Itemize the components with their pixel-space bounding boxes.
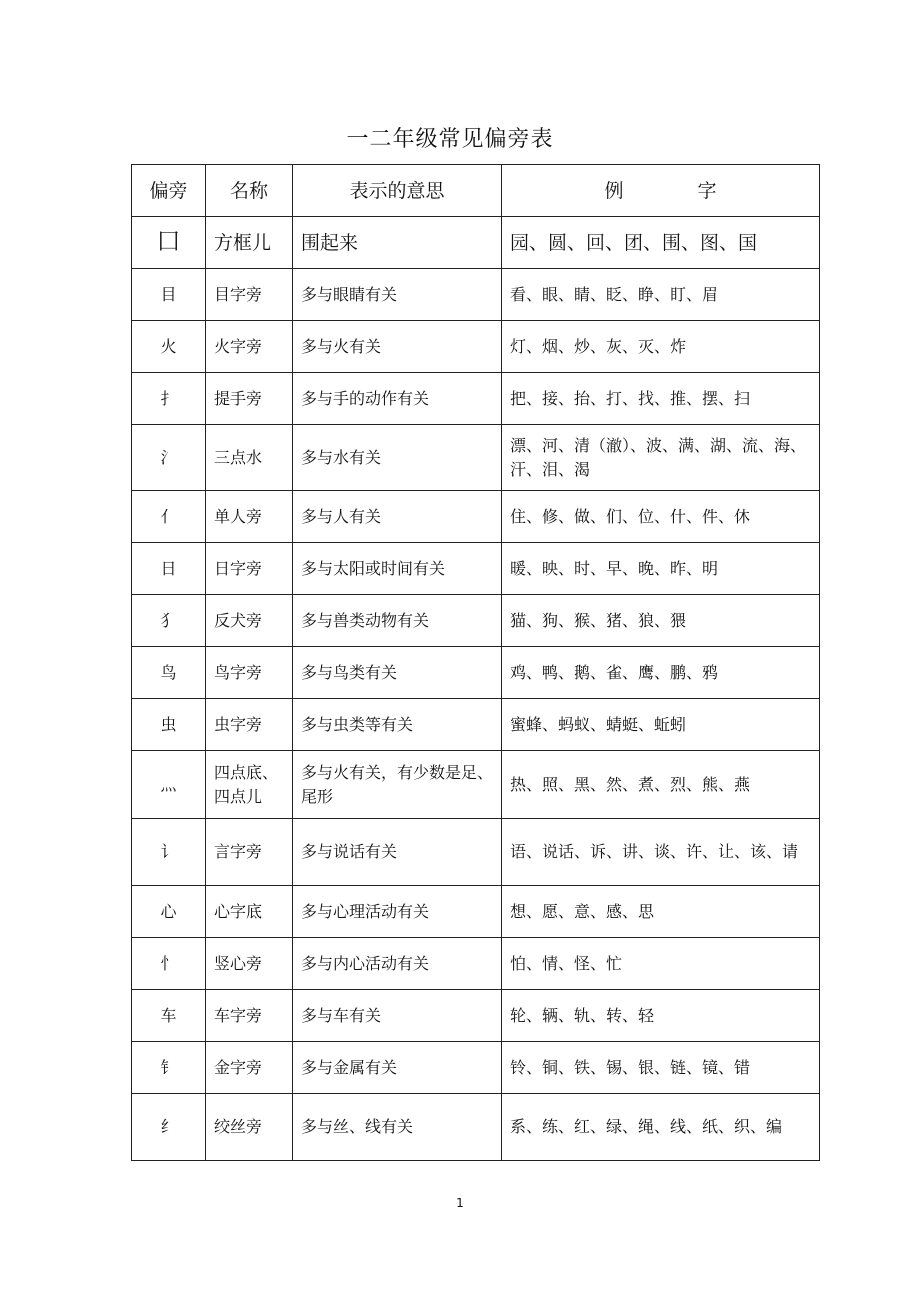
examples-cell: 猫、狗、猴、猪、狼、猥 — [502, 595, 820, 647]
table-row — [132, 886, 820, 938]
radical-cell: 虫 — [132, 699, 206, 751]
meaning-cell: 多与说话有关 — [293, 819, 502, 886]
name-cell: 绞丝旁 — [206, 1094, 293, 1161]
table-row — [132, 321, 820, 373]
table-row — [132, 938, 820, 990]
examples-cell: 园、圆、回、团、围、图、国 — [502, 217, 820, 269]
examples-cell: 住、修、做、们、位、什、件、休 — [502, 491, 820, 543]
header-examples-b: 字 — [697, 179, 717, 202]
meaning-cell: 多与内心活动有关 — [293, 938, 502, 990]
examples-cell: 鸡、鸭、鹅、雀、鹰、鹏、鸦 — [502, 647, 820, 699]
radical-cell: 日 — [132, 543, 206, 595]
name-cell: 目字旁 — [206, 269, 293, 321]
meaning-cell: 多与丝、线有关 — [293, 1094, 502, 1161]
examples-cell: 系、练、红、绿、绳、线、纸、织、编 — [502, 1094, 820, 1161]
table-row — [132, 1042, 820, 1094]
name-cell: 虫字旁 — [206, 699, 293, 751]
radical-cell: 车 — [132, 990, 206, 1042]
header-radical: 偏旁 — [132, 165, 206, 217]
header-examples — [502, 165, 820, 217]
meaning-cell: 多与火有关，有少数是足、尾形 — [293, 751, 502, 819]
meaning-cell: 多与兽类动物有关 — [293, 595, 502, 647]
radical-cell: 氵 — [132, 425, 206, 491]
page-number: 1 — [456, 1196, 464, 1210]
table-row — [132, 425, 820, 491]
radical-cell: 鸟 — [132, 647, 206, 699]
name-cell: 四点底、四点儿 — [206, 751, 293, 819]
name-cell: 反犬旁 — [206, 595, 293, 647]
radical-cell: 钅 — [132, 1042, 206, 1094]
meaning-cell: 多与手的动作有关 — [293, 373, 502, 425]
meaning-cell: 多与火有关 — [293, 321, 502, 373]
meaning-cell: 多与心理活动有关 — [293, 886, 502, 938]
meaning-cell: 多与太阳或时间有关 — [293, 543, 502, 595]
radical-cell: 囗 — [132, 217, 206, 269]
examples-cell: 蜜蜂、蚂蚁、蜻蜓、蚯蚓 — [502, 699, 820, 751]
examples-cell: 暖、映、时、早、晚、昨、明 — [502, 543, 820, 595]
meaning-cell: 多与水有关 — [293, 425, 502, 491]
table-row — [132, 751, 820, 819]
header-examples-a: 例 — [604, 179, 624, 202]
examples-cell: 想、愿、意、感、思 — [502, 886, 820, 938]
radical-table — [131, 164, 820, 1161]
examples-cell: 漂、河、清（澈）、波、满、湖、流、海、汗、泪、渴 — [502, 425, 820, 491]
examples-cell: 看、眼、睛、眨、睁、盯、眉 — [502, 269, 820, 321]
name-cell: 提手旁 — [206, 373, 293, 425]
table-row — [132, 1094, 820, 1161]
table-row — [132, 595, 820, 647]
examples-cell: 把、接、抬、打、找、推、摆、扫 — [502, 373, 820, 425]
name-cell: 竖心旁 — [206, 938, 293, 990]
name-cell: 鸟字旁 — [206, 647, 293, 699]
table-row — [132, 543, 820, 595]
radical-cell: 火 — [132, 321, 206, 373]
table-row — [132, 990, 820, 1042]
radical-cell: 犭 — [132, 595, 206, 647]
table-row — [132, 491, 820, 543]
examples-cell: 热、照、黑、然、煮、烈、熊、燕 — [502, 751, 820, 819]
meaning-cell: 多与人有关 — [293, 491, 502, 543]
meaning-cell: 多与金属有关 — [293, 1042, 502, 1094]
header-name: 名称 — [206, 165, 293, 217]
table-row — [132, 269, 820, 321]
meaning-cell: 多与虫类等有关 — [293, 699, 502, 751]
table-row — [132, 217, 820, 269]
radical-cell: 纟 — [132, 1094, 206, 1161]
examples-cell: 语、说话、诉、讲、谈、许、让、该、请 — [502, 819, 820, 886]
table-row — [132, 647, 820, 699]
radical-cell: 扌 — [132, 373, 206, 425]
radical-cell: 目 — [132, 269, 206, 321]
meaning-cell: 多与车有关 — [293, 990, 502, 1042]
examples-cell: 灯、烟、炒、灰、灭、炸 — [502, 321, 820, 373]
name-cell: 金字旁 — [206, 1042, 293, 1094]
meaning-cell: 多与眼睛有关 — [293, 269, 502, 321]
name-cell: 言字旁 — [206, 819, 293, 886]
examples-cell: 轮、辆、轨、转、轻 — [502, 990, 820, 1042]
meaning-cell: 围起来 — [293, 217, 502, 269]
examples-cell: 怕、情、怪、忙 — [502, 938, 820, 990]
radical-cell: 亻 — [132, 491, 206, 543]
name-cell: 单人旁 — [206, 491, 293, 543]
table-row — [132, 699, 820, 751]
name-cell: 三点水 — [206, 425, 293, 491]
radical-cell: 心 — [132, 886, 206, 938]
name-cell: 心字底 — [206, 886, 293, 938]
name-cell: 日字旁 — [206, 543, 293, 595]
meaning-cell: 多与鸟类有关 — [293, 647, 502, 699]
name-cell: 火字旁 — [206, 321, 293, 373]
header-meaning: 表示的意思 — [293, 165, 502, 217]
name-cell: 车字旁 — [206, 990, 293, 1042]
table-header-row — [132, 165, 820, 217]
radical-cell: 忄 — [132, 938, 206, 990]
examples-cell: 铃、铜、铁、锡、银、链、镜、错 — [502, 1042, 820, 1094]
table-row — [132, 373, 820, 425]
table-row — [132, 819, 820, 886]
radical-cell: 讠 — [132, 819, 206, 886]
name-cell: 方框儿 — [206, 217, 293, 269]
radical-cell: 灬 — [132, 751, 206, 819]
page-title: 一二年级常见偏旁表 — [346, 127, 554, 152]
